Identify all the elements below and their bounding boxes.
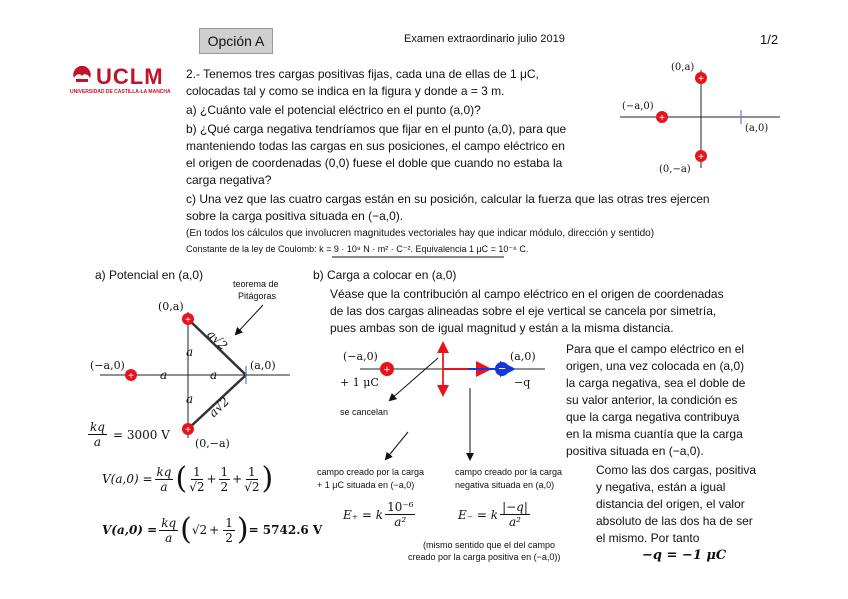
field-positive-formula: E₊ = k $\frac{\text{10⁻⁶}}{\text{a²}}$ [343, 500, 414, 529]
part-b-right-charge: −q [514, 376, 531, 389]
question-b-4: carga negativa? [186, 173, 272, 187]
question-b-1: b) ¿Qué carga negativa tendríamos que fijar en el punto (a,0), para que [186, 122, 567, 136]
same-direction-2: creado por la carga positiva en (−a,0)) [408, 552, 561, 562]
logo-subtitle: UNIVERSIDAD DE CASTILLA-LA MANCHA [70, 89, 171, 95]
logo-text: UCLM [96, 64, 164, 89]
diag-label-bottom: a√2 [206, 394, 233, 420]
part-a-left-label: (−a,0) [90, 359, 125, 372]
part-b-para-2: de las dos cargas alineadas sobre el eje vertical se cancela por simetría, [330, 304, 717, 318]
part-b-right-4: su valor anterior, la condición es [566, 393, 738, 407]
part-b-charge-negative [495, 361, 509, 376]
constants-line: Constante de la ley de Coulomb: k = 9 · 10⁹ N · m² · C⁻². Equivalencia 1 μC = 10⁻⁶ C. [186, 244, 529, 254]
page-number: 1/2 [760, 32, 779, 47]
problem-line-2: colocadas tal y como se indica en la figura y donde a = 3 m. [186, 84, 505, 98]
field-negative-label-2: negativa situada en (a,0) [455, 480, 555, 490]
part-a-right-label: (a,0) [250, 359, 276, 372]
cancel-label: se cancelan [340, 407, 389, 417]
part-a-top-label: (0,a) [158, 300, 184, 313]
vector-note: (En todos los cálculos que involucren magnitudes vectoriales hay que indicar módulo, dirección y sentido) [186, 228, 655, 239]
problem-line-1: 2.- Tenemos tres cargas positivas fijas, cada una de ellas de 1 μC, [186, 67, 539, 81]
kq-value: $\frac{kq}{a}$ = 3000 V [90, 420, 170, 449]
part-b-right-2: origen, una vez colocada en (a,0) [566, 359, 745, 373]
field-positive-label-1: campo creado por la carga [317, 467, 425, 477]
same-direction-1: (mismo sentido que el del campo [423, 540, 556, 550]
question-c-2: sobre la carga positiva situada en (−a,0). [186, 209, 404, 223]
part-a-bottom-label: (0,−a) [195, 437, 230, 450]
conclusion-1: Como las dos cargas, positiva [596, 463, 757, 477]
fig-left-label: (−a,0) [622, 101, 654, 112]
question-a: a) ¿Cuánto vale el potencial eléctrico en el punto (a,0)? [186, 103, 481, 117]
part-b-right-6: en la misma cuantía que la carga [566, 427, 743, 441]
field-positive-label-2: + 1 μC situada en (−a,0) [317, 480, 415, 490]
question-b-3: el origen de coordenadas (0,0) fuese el doble que cuando no estaba la [186, 156, 563, 170]
svg-text:+: + [185, 315, 191, 326]
pythagoras-label-1: teorema de [233, 279, 279, 289]
part-b-right-5: que la carga negativa contribuya [566, 410, 740, 424]
question-b-2: manteniendo todas las cargas en sus posiciones, el campo eléctrico en [186, 139, 565, 153]
svg-text:+: + [383, 364, 391, 376]
svg-text:+: + [128, 371, 134, 382]
part-a-title: a) Potencial en (a,0) [95, 268, 204, 282]
part-b-right-7: positiva situada en (−a,0). [566, 444, 704, 458]
part-b-right-label: (a,0) [510, 350, 536, 363]
part-b-para-3: pues ambas son de igual magnitud y están a la misma distancia. [330, 321, 674, 335]
part-b-title: b) Carga a colocar en (a,0) [313, 268, 457, 282]
potential-result: V(a,0) = $\frac{kq}{a}$ ( √2 + $\frac{1}{2}$ ) = 5742.6 V [102, 512, 323, 547]
part-b-charge-positive [380, 362, 394, 376]
a-label-vertical-top: a [186, 345, 194, 359]
part-b-left-charge: + 1 μC [340, 376, 379, 389]
svg-text:−: − [498, 361, 506, 376]
question-c-1: c) Una vez que las cuatro cargas están en su posición, calcular la fuerza que las otras tres ejercen [186, 192, 710, 206]
part-b-right-1: Para que el campo eléctrico en el [566, 342, 745, 356]
part-b-left-label: (−a,0) [343, 350, 378, 363]
pythagoras-label-2: Pitágoras [238, 291, 277, 301]
potential-formula: V(a,0) = $\frac{kq}{a}$ ( $\frac{1}{√2}$ + $\frac{1}{2}$ + $\frac{1}{√2}$ ) [102, 461, 274, 496]
exam-title: Examen extraordinario julio 2019 [404, 33, 565, 45]
conclusion-5: el mismo. Por tanto [596, 531, 700, 545]
svg-text:+: + [698, 152, 704, 163]
conclusion-3: distancia del origen, el valor [596, 497, 745, 511]
fig-right-label: (a,0) [745, 123, 769, 134]
field-negative-formula: E₋ = k $\frac{|-q|}{\text{a²}}$ [458, 500, 528, 529]
a-label-horizontal-left: a [160, 368, 168, 382]
fig-bottom-label: (0,−a) [659, 164, 691, 175]
a-label-vertical-bottom: a [186, 392, 194, 406]
conclusion-4: absoluto de las dos ha de ser [596, 514, 753, 528]
svg-text:+: + [698, 74, 704, 85]
svg-text:+: + [659, 113, 665, 124]
part-b-para-1: Véase que la contribución al campo eléctrico en el origen de coordenadas [330, 287, 724, 301]
conclusion-2: y negativa, están a igual [596, 480, 726, 494]
option-label: Opción A [199, 28, 273, 54]
a-label-horizontal-right: a [210, 368, 218, 382]
fig-top-label: (0,a) [671, 62, 695, 73]
svg-text:+: + [185, 425, 191, 436]
field-negative-label-1: campo creado por la carga [455, 467, 563, 477]
part-b-right-3: la carga negativa, sea el doble de [566, 376, 746, 390]
charge-result: −q = −1 μC [642, 548, 727, 563]
diag-label-top: a√2 [204, 327, 231, 353]
